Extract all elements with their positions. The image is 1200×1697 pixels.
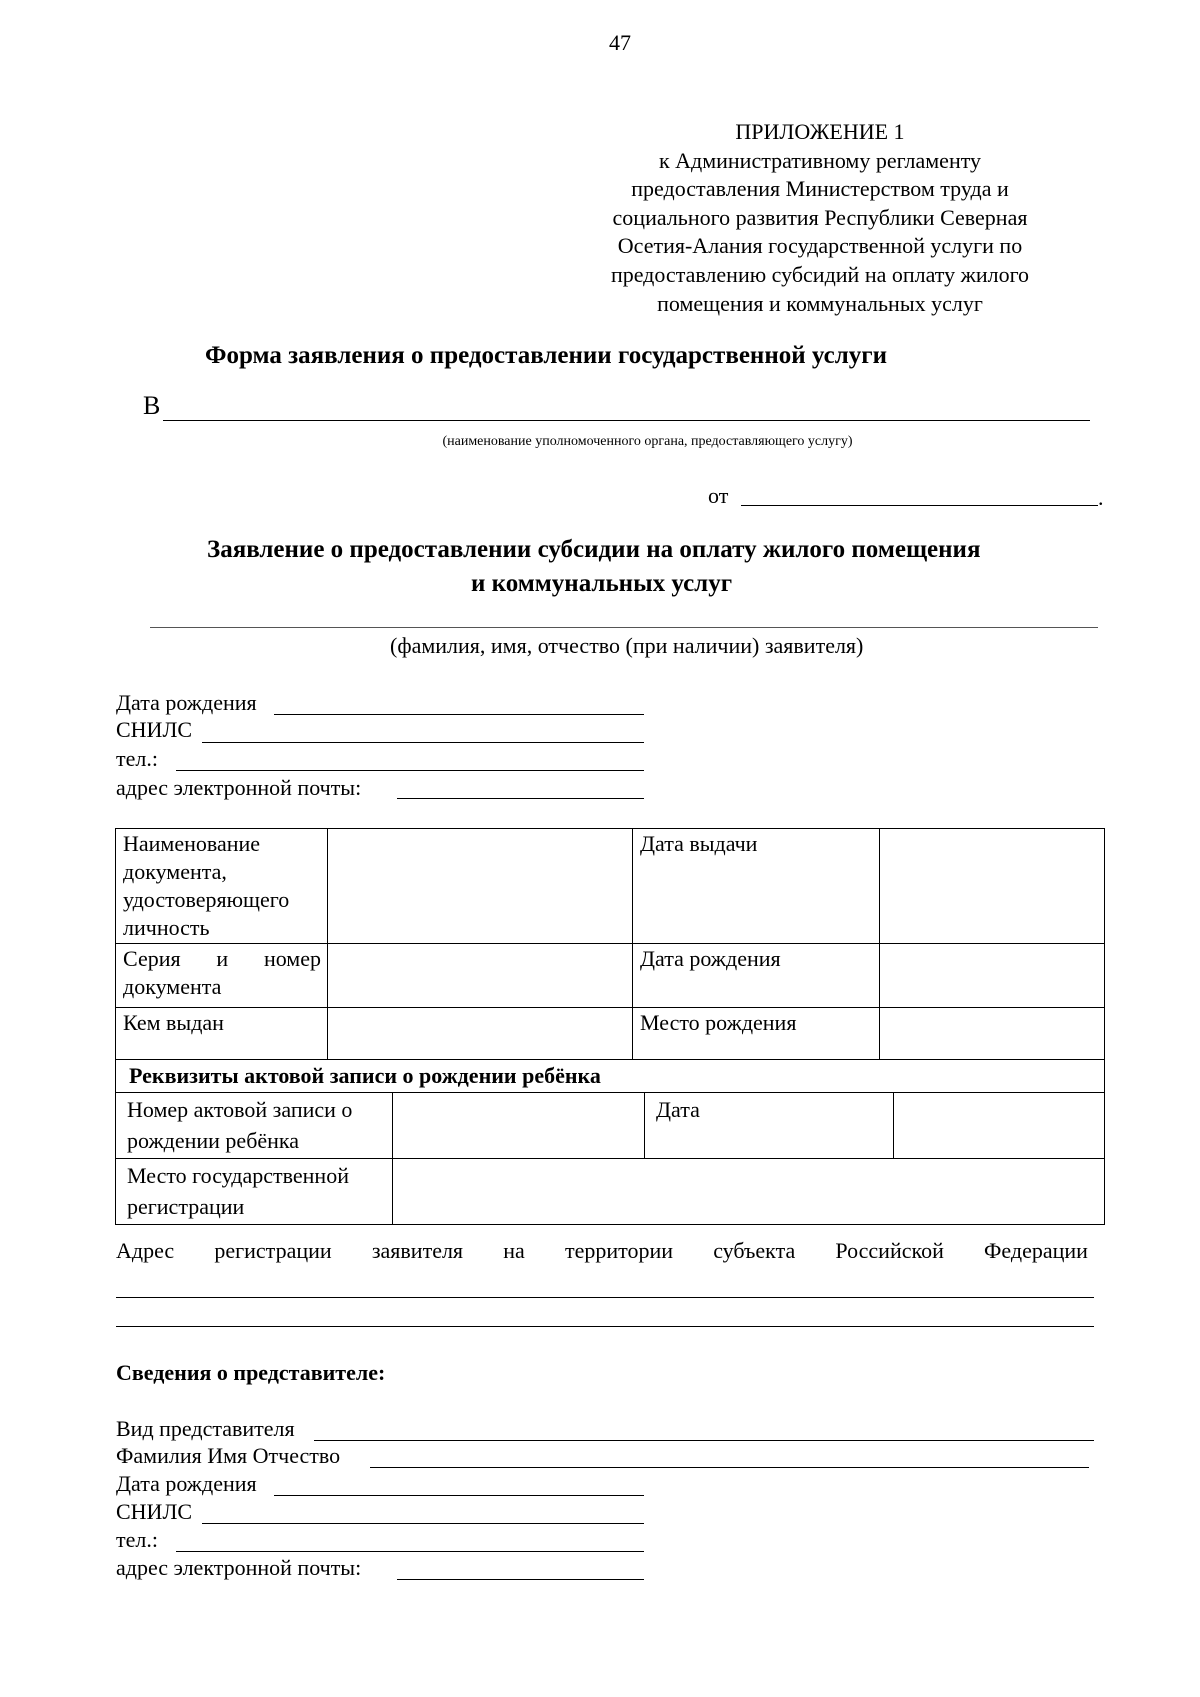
issue-date-value-cell[interactable]	[880, 829, 1105, 944]
recipient-prefix: В	[143, 391, 161, 420]
representative-phone-input-line[interactable]	[176, 1551, 644, 1552]
doc-name-text: Наименование документа, удостоверяющего личность	[123, 831, 290, 940]
address-word: заявителя	[371, 1238, 464, 1263]
representative-name-input-line[interactable]	[370, 1467, 1089, 1468]
representative-email-label: адрес электронной почты:	[116, 1555, 362, 1580]
table-row	[116, 1008, 1105, 1060]
recipient-input-line[interactable]	[163, 420, 1090, 421]
address-word: на	[503, 1238, 525, 1263]
representative-birth-date-label: Дата рождения	[116, 1471, 257, 1496]
address-word: регистрации	[214, 1238, 332, 1263]
doc-name-label	[116, 829, 328, 944]
doc-name-value-cell[interactable]	[328, 829, 633, 944]
address-word: Российской	[835, 1238, 944, 1263]
address-input-line-2[interactable]	[116, 1326, 1094, 1327]
birth-date-row-label: Дата рождения	[633, 944, 880, 1008]
issued-by-label: Кем выдан	[116, 1008, 328, 1060]
application-title-line-2: и коммунальных услуг	[471, 570, 733, 597]
representative-email-input-line[interactable]	[397, 1579, 644, 1580]
identity-table	[115, 828, 1105, 1060]
applicant-name-line[interactable]	[150, 627, 1098, 628]
representative-birth-date-input-line[interactable]	[274, 1495, 644, 1496]
birth-record-heading: Реквизиты актовой записи о рождении ребёнка	[116, 1060, 1105, 1093]
representative-snils-label: СНИЛС	[116, 1499, 193, 1524]
annex-line: к Административному регламенту	[658, 147, 982, 173]
record-date-value-cell[interactable]	[894, 1093, 1105, 1159]
page-number: 47	[609, 30, 631, 55]
recipient-caption: (наименование уполномоченного органа, предоставляющего услугу)	[442, 434, 853, 449]
from-end: .	[1098, 485, 1104, 510]
table-row	[116, 1159, 1105, 1225]
representative-type-input-line[interactable]	[314, 1440, 1094, 1441]
form-title: Форма заявления о предоставлении государственной услуги	[205, 342, 887, 369]
annex-line: предоставления Министерством труда и	[631, 176, 1009, 202]
email-label: адрес электронной почты:	[116, 775, 362, 800]
address-word: субъекта	[713, 1238, 796, 1263]
representative-phone-label: тел.:	[116, 1527, 158, 1552]
phone-input-line[interactable]	[176, 770, 644, 771]
table-row	[116, 829, 1105, 944]
representative-heading: Сведения о представителе:	[116, 1360, 386, 1385]
record-number-value-cell[interactable]	[393, 1093, 645, 1159]
record-number-label: Номер актовой записи о рождении ребёнка	[116, 1093, 393, 1159]
representative-snils-input-line[interactable]	[202, 1523, 644, 1524]
representative-name-label: Фамилия Имя Отчество	[116, 1443, 341, 1468]
registration-place-label: Место государственной регистрации	[116, 1159, 393, 1225]
address-input-line-1[interactable]	[116, 1297, 1094, 1298]
from-input-line[interactable]	[741, 505, 1098, 506]
birth-place-label: Место рождения	[633, 1008, 880, 1060]
annex-line: предоставлению субсидий на оплату жилого	[610, 261, 1030, 287]
birth-place-value-cell[interactable]	[880, 1008, 1105, 1060]
annex-line: социального развития Республики Северная	[612, 204, 1028, 230]
record-date-label: Дата	[645, 1093, 894, 1159]
series-number-value-cell[interactable]	[328, 944, 633, 1008]
annex-line: Осетия-Алания государственной услуги по	[617, 233, 1023, 259]
applicant-caption: (фамилия, имя, отчество (при наличии) заявителя)	[390, 633, 864, 658]
annex-block	[560, 118, 1080, 318]
snils-input-line[interactable]	[202, 742, 644, 743]
birth-date-value-cell[interactable]	[880, 944, 1105, 1008]
address-word: Федерации	[984, 1238, 1088, 1263]
address-word: Адрес	[116, 1238, 175, 1263]
table-row	[116, 944, 1105, 1008]
issued-by-value-cell[interactable]	[328, 1008, 633, 1060]
registration-place-value-cell[interactable]	[393, 1159, 1105, 1225]
address-word: территории	[564, 1238, 674, 1263]
representative-type-label: Вид представителя	[116, 1416, 295, 1441]
snils-label: СНИЛС	[116, 717, 193, 742]
birth-record-table	[115, 1059, 1105, 1225]
annex-line: помещения и коммунальных услуг	[657, 290, 983, 316]
annex-line: ПРИЛОЖЕНИЕ 1	[735, 119, 905, 144]
series-number-label: Серия и номер документа	[116, 944, 328, 1008]
phone-label: тел.:	[116, 746, 158, 771]
registration-address-label	[116, 1238, 1088, 1264]
birth-date-label: Дата рождения	[116, 690, 257, 715]
table-row	[116, 1093, 1105, 1159]
birth-date-input-line[interactable]	[274, 714, 644, 715]
table-row	[116, 1060, 1105, 1093]
application-title-line-1: Заявление о предоставлении субсидии на оплату жилого помещения	[207, 536, 981, 563]
from-label: от	[708, 483, 729, 508]
issue-date-label: Дата выдачи	[633, 829, 880, 944]
email-input-line[interactable]	[397, 798, 644, 799]
